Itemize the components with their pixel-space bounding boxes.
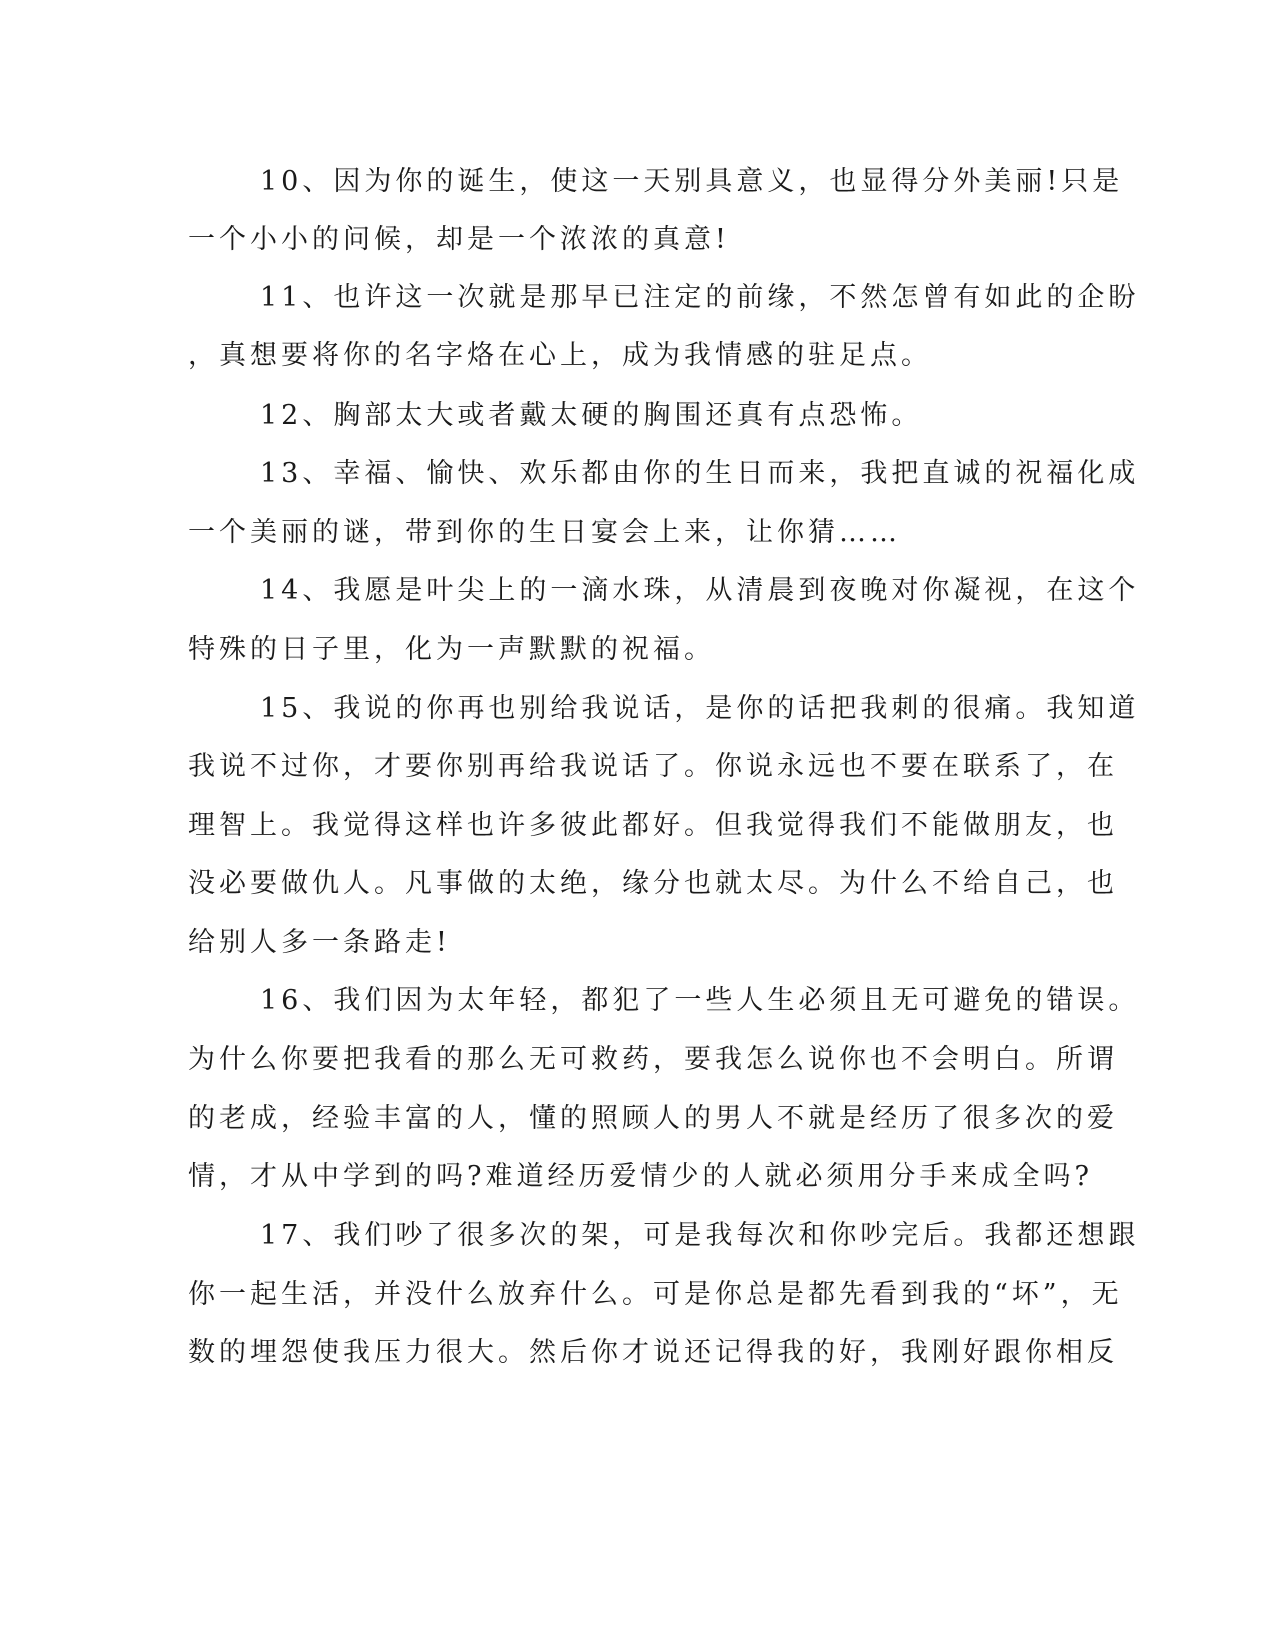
paragraph-14-line-1: 14、我愿是叶尖上的一滴水珠，从清晨到夜晚对你凝视，在这个 [260, 575, 1140, 606]
paragraph-11-line-2: ，真想要将你的名字烙在心上，成为我情感的驻足点。 [188, 340, 932, 371]
paragraph-10-line-2: 一个小小的问候，却是一个浓浓的真意! [188, 224, 730, 255]
paragraph-14-line-2: 特殊的日子里，化为一声默默的祝福。 [188, 634, 715, 665]
paragraph-17-line-3: 数的埋怨使我压力很大。然后你才说还记得我的好，我刚好跟你相反 [188, 1337, 1118, 1368]
paragraph-12-line-1: 12、胸部太大或者戴太硬的胸围还真有点恐怖。 [260, 400, 923, 431]
paragraph-17-line-1: 17、我们吵了很多次的架，可是我每次和你吵完后。我都还想跟 [260, 1220, 1140, 1251]
paragraph-15-line-4: 没必要做仇人。凡事做的太绝，缘分也就太尽。为什么不给自己，也 [188, 868, 1118, 899]
paragraph-15-line-3: 理智上。我觉得这样也许多彼此都好。但我觉得我们不能做朋友，也 [188, 810, 1118, 841]
paragraph-17-line-2: 你一起生活，并没什么放弃什么。可是你总是都先看到我的“坏”，无 [188, 1279, 1123, 1310]
paragraph-13-line-1: 13、幸福、愉快、欢乐都由你的生日而来，我把直诚的祝福化成 [260, 458, 1140, 489]
paragraph-13-line-2: 一个美丽的谜，带到你的生日宴会上来，让你猜…… [188, 517, 901, 548]
paragraph-15-line-1: 15、我说的你再也别给我说话，是你的话把我刺的很痛。我知道 [260, 693, 1140, 724]
paragraph-16-line-1: 16、我们因为太年轻，都犯了一些人生必须且无可避免的错误。 [260, 985, 1140, 1016]
paragraph-11-line-1: 11、也许这一次就是那早已注定的前缘，不然怎曾有如此的企盼 [260, 282, 1140, 313]
paragraph-16-line-3: 的老成，经验丰富的人，懂的照顾人的男人不就是经历了很多次的爱 [188, 1103, 1118, 1134]
paragraph-16-line-4: 情，才从中学到的吗?难道经历爱情少的人就必须用分手来成全吗? [188, 1161, 1093, 1192]
paragraph-15-line-2: 我说不过你，才要你别再给我说话了。你说永远也不要在联系了，在 [188, 751, 1118, 782]
paragraph-16-line-2: 为什么你要把我看的那么无可救药，要我怎么说你也不会明白。所谓 [188, 1044, 1118, 1075]
paragraph-10-line-1: 10、因为你的诞生，使这一天别具意义，也显得分外美丽!只是 [260, 166, 1124, 197]
paragraph-15-line-5: 给别人多一条路走! [188, 927, 451, 958]
